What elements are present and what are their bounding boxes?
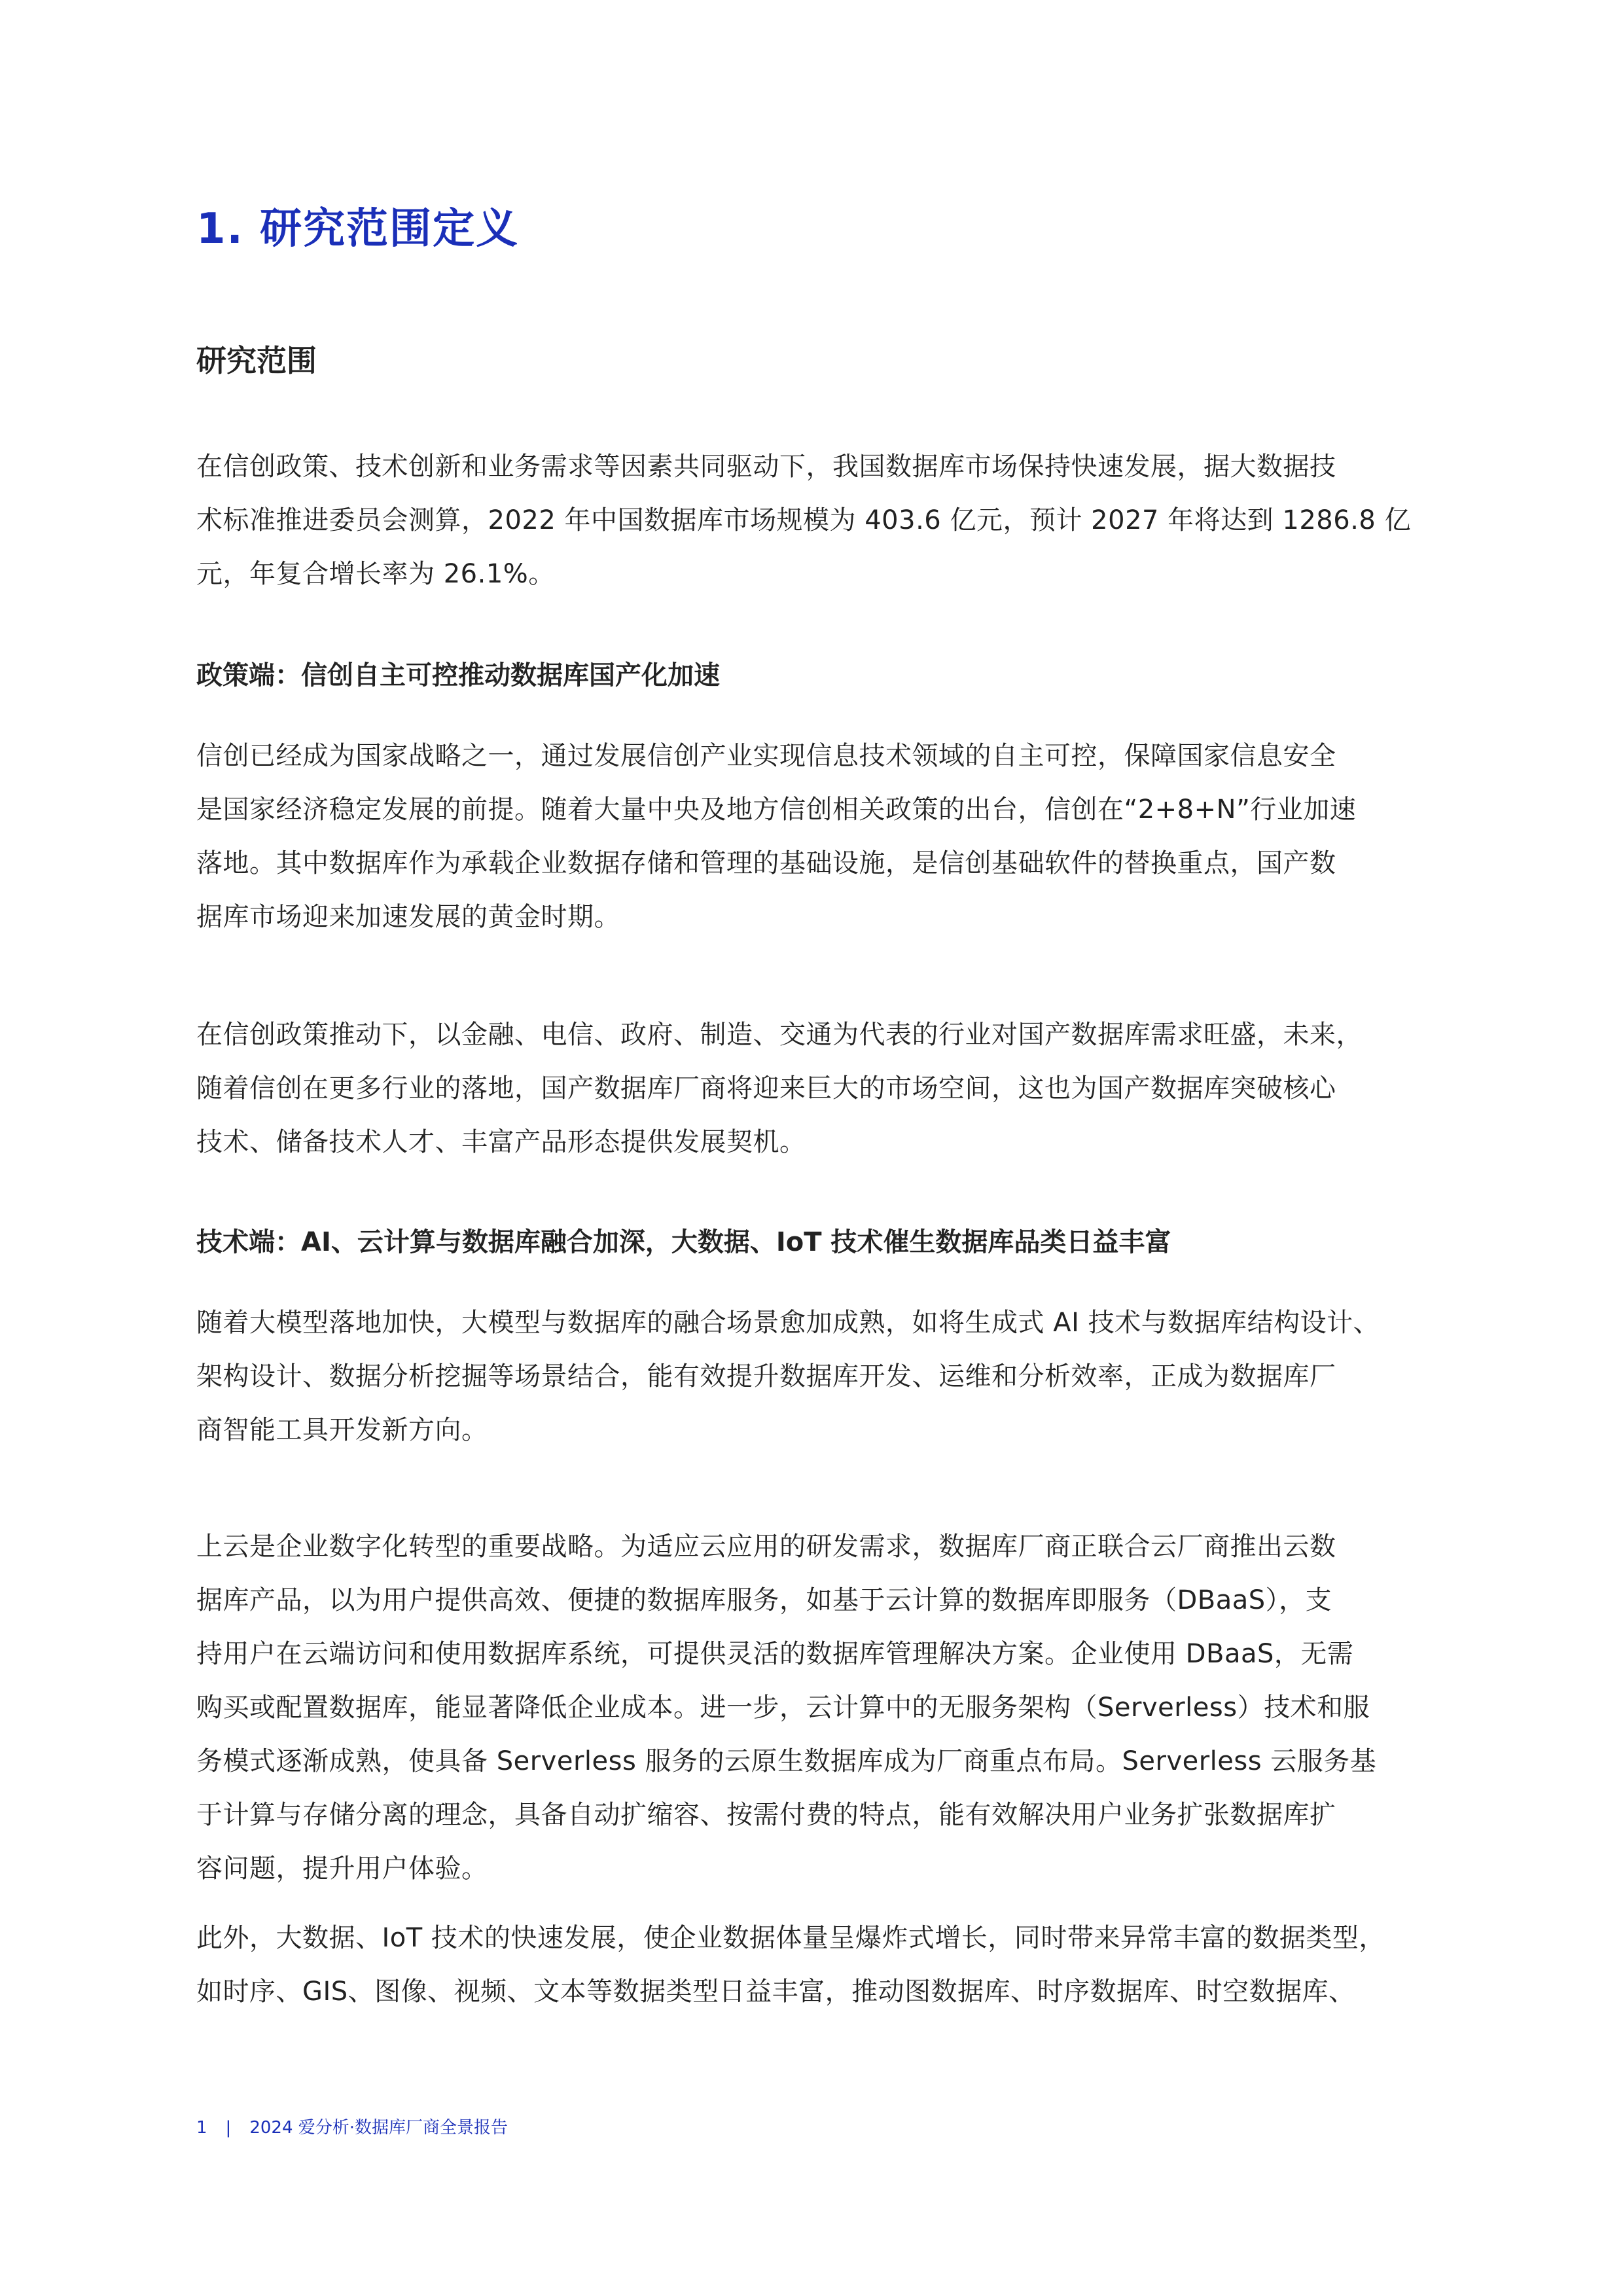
paragraph-line: 是国家经济稳定发展的前提。随着大量中央及地方信创相关政策的出台，信创在“2+8+N”行业加速: [196, 795, 1357, 825]
paragraph-line: 如时序、GIS、图像、视频、文本等数据类型日益丰富，推动图数据库、时序数据库、时空数据库、: [196, 1977, 1355, 2007]
paragraph-line: 在信创政策推动下，以金融、电信、政府、制造、交通为代表的行业对国产数据库需求旺盛，未来，: [196, 1020, 1363, 1050]
footer-separator: |: [225, 2118, 232, 2138]
paragraph-line: 随着大模型落地加快，大模型与数据库的融合场景愈加成熟，如将生成式 AI 技术与数据库结构设计、: [196, 1308, 1380, 1338]
paragraph-line: 持用户在云端访问和使用数据库系统，可提供灵活的数据库管理解决方案。企业使用 DBaaS，无需: [196, 1639, 1354, 1669]
paragraph-line: 购买或配置数据库，能显著降低企业成本。进一步，云计算中的无服务架构（Serverless）技术和服: [196, 1693, 1370, 1723]
heading-policy: 政策端：信创自主可控推动数据库国产化加速: [196, 660, 720, 691]
paragraph-line: 落地。其中数据库作为承载企业数据存储和管理的基础设施，是信创基础软件的替换重点，国产数: [196, 848, 1336, 878]
paragraph-line: 于计算与存储分离的理念，具备自动扩缩容、按需付费的特点，能有效解决用户业务扩张数据库扩: [196, 1800, 1336, 1830]
paragraph-cloud-database: [196, 1520, 1427, 1895]
paragraph-xinchuang-strategy: [196, 729, 1427, 944]
heading-technology: 技术端：AI、云计算与数据库融合加深，大数据、IoT 技术催生数据库品类日益丰富: [196, 1227, 1171, 1257]
page-number: 1: [196, 2118, 207, 2138]
paragraph-line: 容问题，提升用户体验。: [196, 1854, 488, 1884]
paragraph-line: 商智能工具开发新方向。: [196, 1415, 488, 1445]
paragraph-line: 信创已经成为国家战略之一，通过发展信创产业实现信息技术领域的自主可控，保障国家信息安全: [196, 741, 1336, 771]
paragraph-line: 随着信创在更多行业的落地，国产数据库厂商将迎来巨大的市场空间，这也为国产数据库突破核心: [196, 1073, 1336, 1103]
paragraph-line: 元，年复合增长率为 26.1%。: [196, 559, 555, 589]
paragraph-line: 架构设计、数据分析挖掘等场景结合，能有效提升数据库开发、运维和分析效率，正成为数据库厂: [196, 1361, 1336, 1391]
report-name: 2024 爱分析·数据库厂商全景报告: [249, 2118, 508, 2138]
paragraph-line: 据库产品，以为用户提供高效、便捷的数据库服务，如基于云计算的数据库即服务（DBaaS），支: [196, 1585, 1332, 1615]
paragraph-industry-demand: [196, 1008, 1427, 1169]
paragraph-line: 此外，大数据、IoT 技术的快速发展，使企业数据体量呈爆炸式增长，同时带来异常丰富的数据类型，: [196, 1923, 1385, 1953]
section-title: 1. 研究范围定义: [196, 205, 520, 253]
paragraph-line: 据库市场迎来加速发展的黄金时期。: [196, 902, 620, 932]
paragraph-bigdata-iot: [196, 1911, 1427, 2018]
paragraph-line: 务模式逐渐成熟，使具备 Serverless 服务的云原生数据库成为厂商重点布局。Serverless 云服务基: [196, 1746, 1377, 1776]
paragraph-line: 上云是企业数字化转型的重要战略。为适应云应用的研发需求，数据库厂商正联合云厂商推出云数: [196, 1532, 1336, 1562]
paragraph-line: 技术、储备技术人才、丰富产品形态提供发展契机。: [196, 1127, 806, 1157]
section-subtitle: 研究范围: [196, 343, 317, 378]
page-footer: [196, 2114, 508, 2138]
paragraph-line: 在信创政策、技术创新和业务需求等因素共同驱动下，我国数据库市场保持快速发展，据大数据技: [196, 452, 1336, 482]
paragraph-line: 术标准推进委员会测算，2022 年中国数据库市场规模为 403.6 亿元，预计 2027 年将达到 1286.8 亿: [196, 505, 1412, 535]
paragraph-market-overview: [196, 440, 1427, 601]
paragraph-ai-database: [196, 1296, 1427, 1457]
